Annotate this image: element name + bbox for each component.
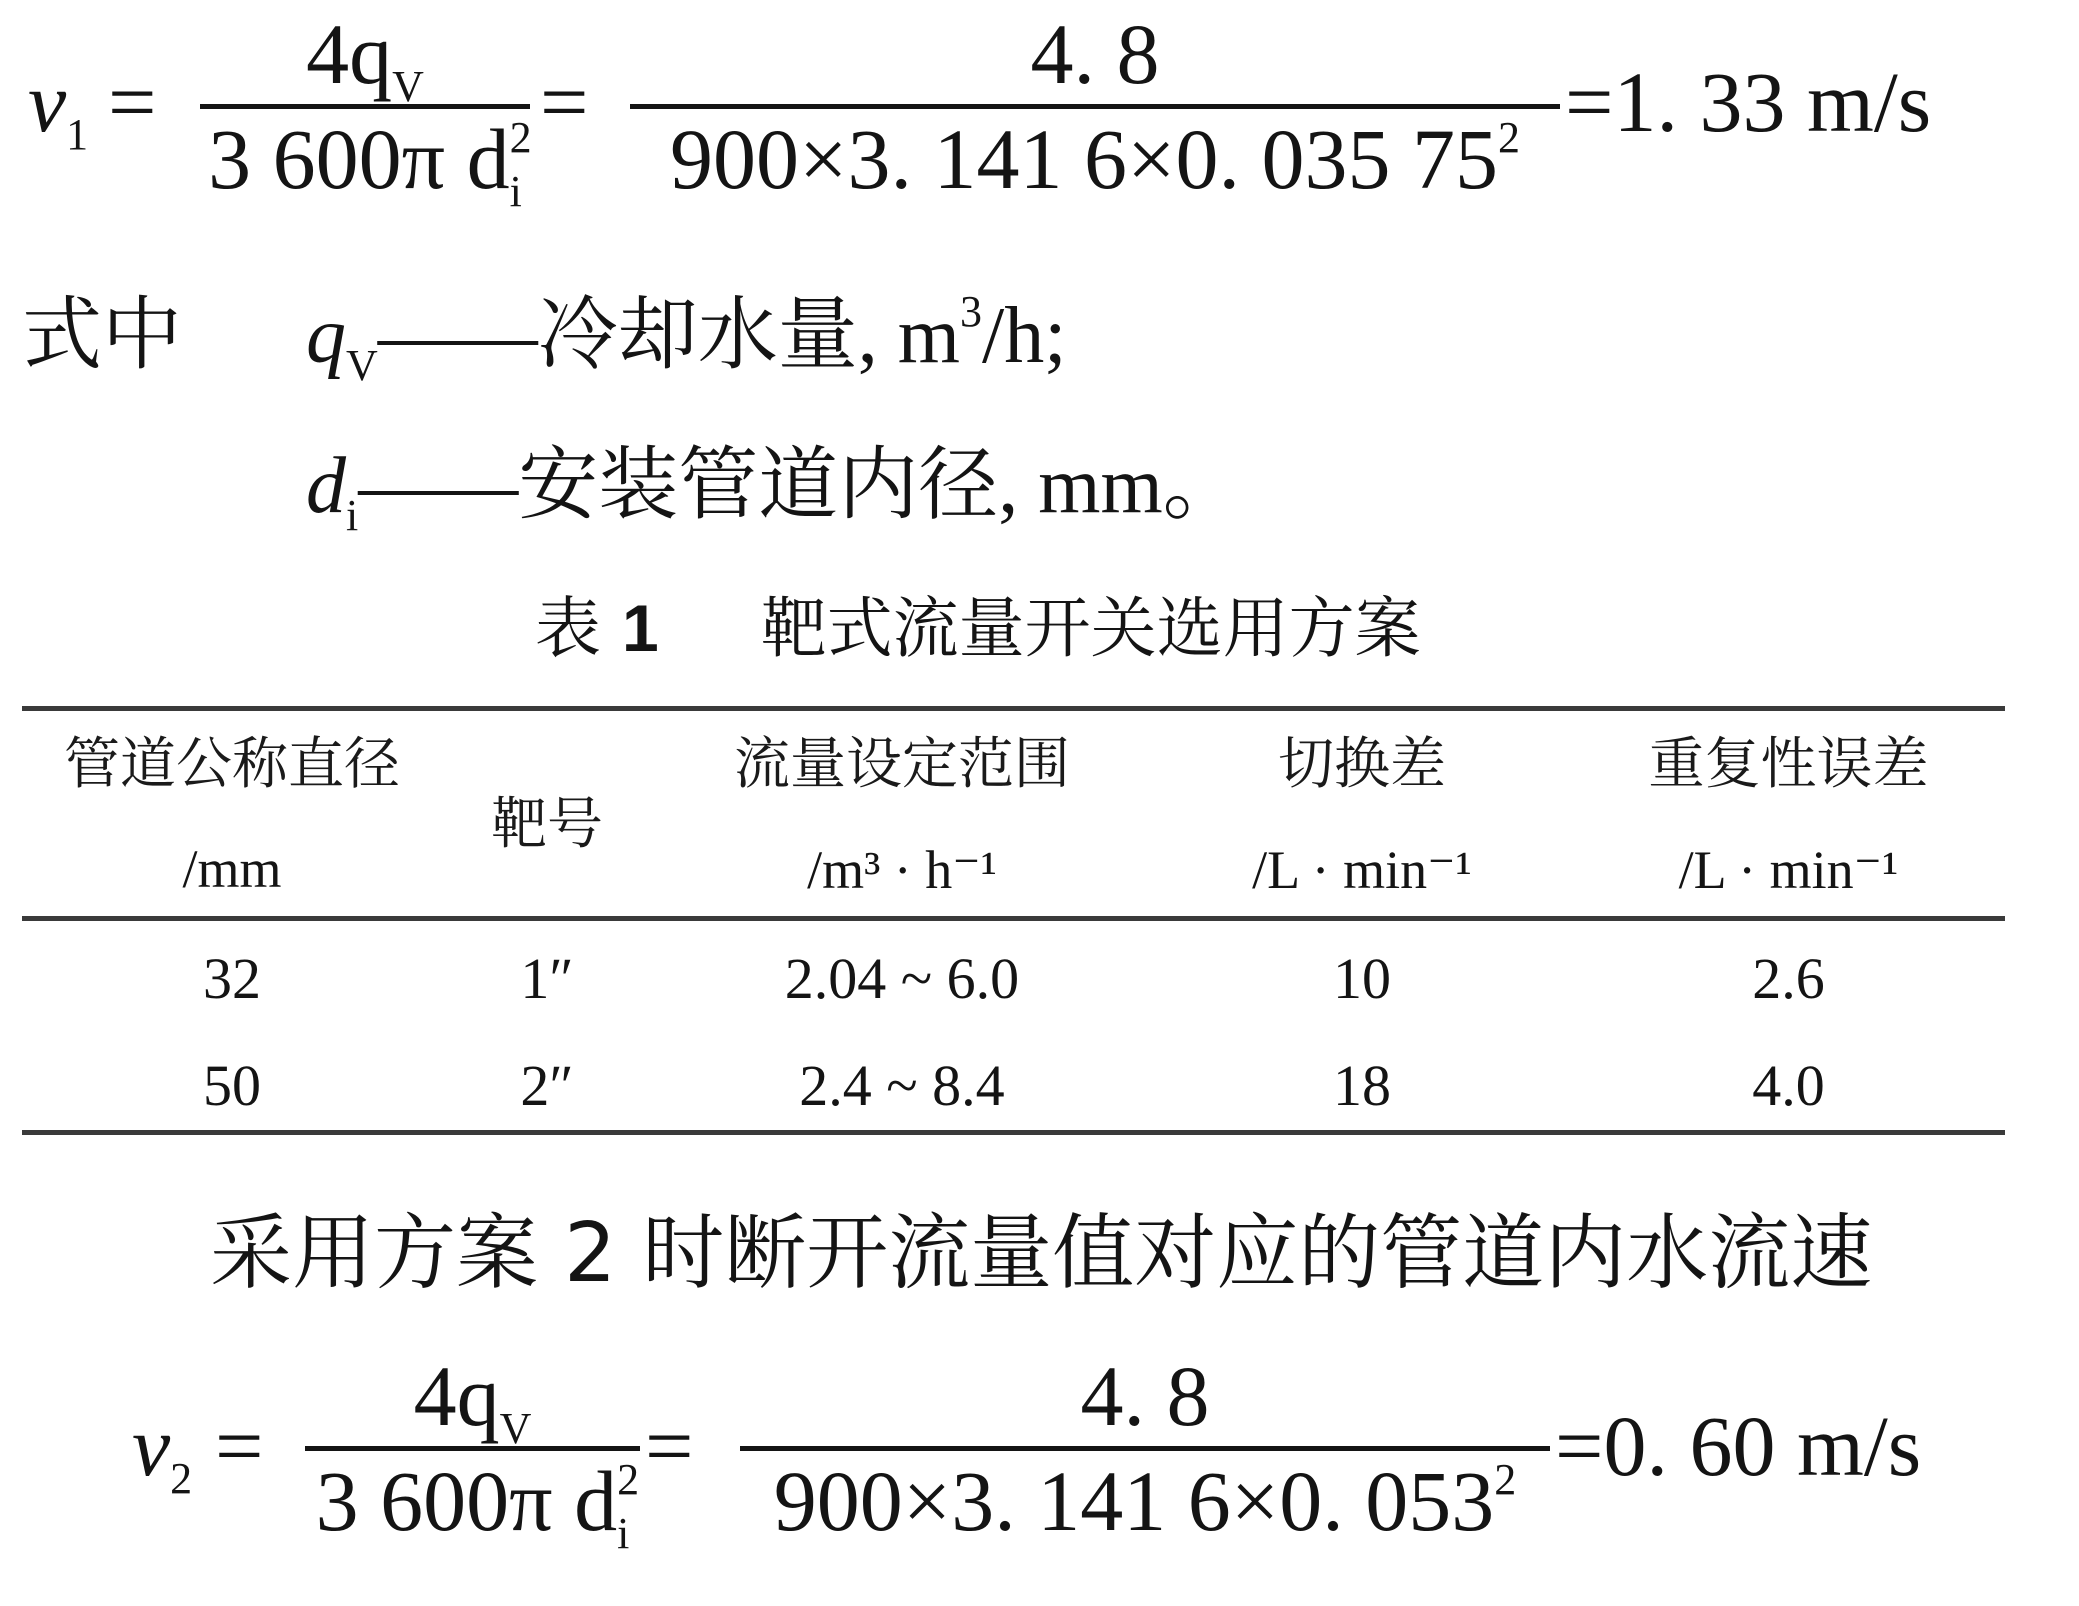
eq1-fraction-1: $4q_V$ 3 600π $d^2_i$ (200, 4, 530, 209)
eq1-equals-1: = (108, 54, 157, 150)
eq1-lhs: $v_1$ (28, 54, 89, 159)
header-flow-range: 流量设定范围 (734, 732, 1070, 797)
header-target-no: 靶号 (491, 792, 603, 857)
table-caption: 表 1 靶式流量开关选用方案 (535, 590, 1421, 667)
eq1-result: =1. 33 m/s (1565, 54, 1932, 150)
table-cell: 2.6 (1752, 946, 1825, 1011)
paragraph-text: 采用方案 2 时断开流量值对应的管道内水流速 (210, 1206, 1873, 1301)
table-cell: 10 (1333, 946, 1391, 1011)
table-bottom-rule (22, 1130, 2005, 1135)
eq2-fraction-1: $4q_V$ 3 600π $d^2_i$ (305, 1346, 640, 1551)
header-switch-diff-unit: /L · min⁻¹ (1252, 840, 1472, 900)
table-cell: 4.0 (1752, 1053, 1825, 1118)
table-cell: 2.4 ~ 8.4 (799, 1053, 1005, 1118)
eq1-fraction-2: 4. 8 900×3. 141 6×0. 035 $75^2$ (630, 4, 1560, 209)
header-diameter-unit: /mm (182, 839, 282, 899)
eq2-equals-2: = (645, 1398, 694, 1494)
table-cell: 2″ (520, 1053, 574, 1118)
eq2-fraction-2: 4. 8 900×3. 141 6×0. $053^2$ (740, 1346, 1550, 1551)
table-cell: 18 (1333, 1053, 1391, 1118)
eq2-lhs: $v_2$ (132, 1398, 193, 1503)
header-flow-range-unit: /m³ · h⁻¹ (807, 840, 997, 900)
table-cell: 32 (203, 946, 261, 1011)
header-switch-diff: 切换差 (1278, 732, 1446, 797)
equation-2 (0, 1336, 2079, 1566)
eq2-result: =0. 60 m/s (1555, 1398, 1922, 1494)
eq2-equals-1: = (215, 1398, 264, 1494)
header-repeat-error-unit: /L · min⁻¹ (1678, 840, 1899, 900)
table-cell: 50 (203, 1053, 261, 1118)
table-cell: 1″ (520, 946, 574, 1011)
equation-1 (0, 0, 2079, 216)
table-cell: 2.04 ~ 6.0 (784, 946, 1020, 1011)
where-line-q: 式中 (22, 288, 182, 381)
header-repeat-error: 重复性误差 (1648, 732, 1929, 797)
header-diameter: 管道公称直径 (64, 732, 400, 797)
eq1-equals-2: = (540, 54, 589, 150)
table-header-rule (22, 916, 2005, 921)
table-top-rule (22, 706, 2005, 711)
where-def-d: $d_i——$安装管道内径, mm。 (306, 442, 1243, 540)
where-def-q: $q_V——$冷却水量, $m^3/h$; (306, 287, 1067, 390)
